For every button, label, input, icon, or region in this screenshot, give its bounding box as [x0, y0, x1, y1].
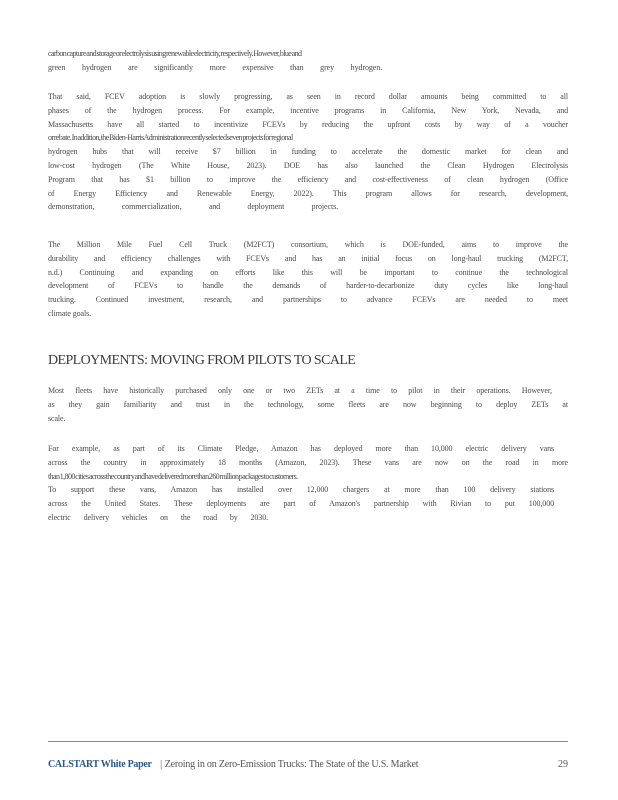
text-line: development of FCEVs to handle the demands of harder-to-decarbonize duty cycles like long-haul	[48, 281, 568, 291]
text-line: That said, FCEV adoption is slowly progressing, as seen in record dollar amounts being committed to all	[48, 92, 568, 101]
text-line: or rebate. In addition, the Biden-Harris Administration recently selected seven projects for regional	[48, 133, 293, 143]
text-line: green hydrogen are significantly more expensive than grey hydrogen.	[48, 62, 382, 72]
text-line: n.d.) Continuing and expanding on efforts like this will be important to continue the technological	[48, 267, 568, 277]
paragraph-m2fct	[48, 238, 568, 321]
text-line: of Energy Efficiency and Renewable Energy, 2022). This program allows for research, development,	[48, 188, 568, 198]
text-line: For example, as part of its Climate Pledge, Amazon has deployed more than 10,000 electric delivery vans	[48, 444, 554, 453]
paragraph-fleets-scale	[48, 384, 568, 425]
text-line: To support these vans, Amazon has installed over 12,000 chargers at more than 100 delivery stations	[48, 485, 554, 495]
footer-separator: |	[160, 759, 163, 770]
text-line: trucking. Continued investment, research, and partnerships to advance FCEVs are needed to meet	[48, 295, 568, 305]
text-line: Program that has $1 billion to improve the efficiency and cost-effectiveness of clean hydrogen (Office	[48, 174, 568, 184]
text-line: Most fleets have historically purchased only one or two ZETs at a time to pilot in their operations. However,	[48, 386, 552, 395]
text-line: climate goals.	[48, 308, 92, 318]
text-line: across the United States. These deployments are part of Amazon's partnership with Rivian to put 100,000	[48, 499, 554, 509]
text-line: hydrogen hubs that will receive $7 billion in funding to accelerate the domestic market for clean and	[48, 147, 568, 157]
text-line: across the country in approximately 18 months (Amazon, 2023). These vans are now on the road in more	[48, 457, 568, 467]
paragraph-fcev-adoption	[48, 90, 568, 214]
text-line: phases of the hydrogen process. For example, incentive programs in California, New York, Nevada, and	[48, 105, 568, 115]
text-line: low-cost hydrogen (The White House, 2023). DOE has also launched the Clean Hydrogen Electrolysis	[48, 160, 568, 170]
text-line: Massachusetts have all started to incentivize FCEVs by reducing the upfront costs by way of a voucher	[48, 119, 568, 129]
text-line: scale.	[48, 413, 66, 423]
text-line: electric delivery vehicles on the road by 2030.	[48, 512, 268, 522]
page-footer	[48, 759, 568, 770]
text-line: as they gain familiarity and trust in the technology, some fleets are now beginning to deploy ZETs at	[48, 399, 568, 409]
text-line: than 1,800 cities across the country and have delivered more than 260 million packages to customers.	[48, 471, 298, 481]
text-line: durability and efficiency challenges with FCEVs and has an initial focus on long-haul trucking (M2FCT,	[48, 253, 568, 263]
section-heading: DEPLOYMENTS: MOVING FROM PILOTS TO SCALE	[48, 353, 356, 368]
paragraph-amazon	[48, 442, 568, 525]
footer-rule	[48, 741, 568, 742]
text-line: demonstration, commercialization, and deployment projects.	[48, 202, 338, 212]
text-line: carbon capture and storage or electrolysis using renewable electricity, respectively. However, blue and	[48, 49, 302, 58]
page-number: 29	[558, 759, 568, 770]
text-line: The Million Mile Fuel Cell Truck (M2FCT) consortium, which is DOE-funded, aims to improve the	[48, 240, 568, 249]
footer-document-title: Zeroing in on Zero-Emission Trucks: The State of the U.S. Market	[164, 759, 419, 770]
footer-brand: CALSTART White Paper	[48, 759, 152, 770]
paragraph-hydrogen-cost	[48, 47, 568, 75]
